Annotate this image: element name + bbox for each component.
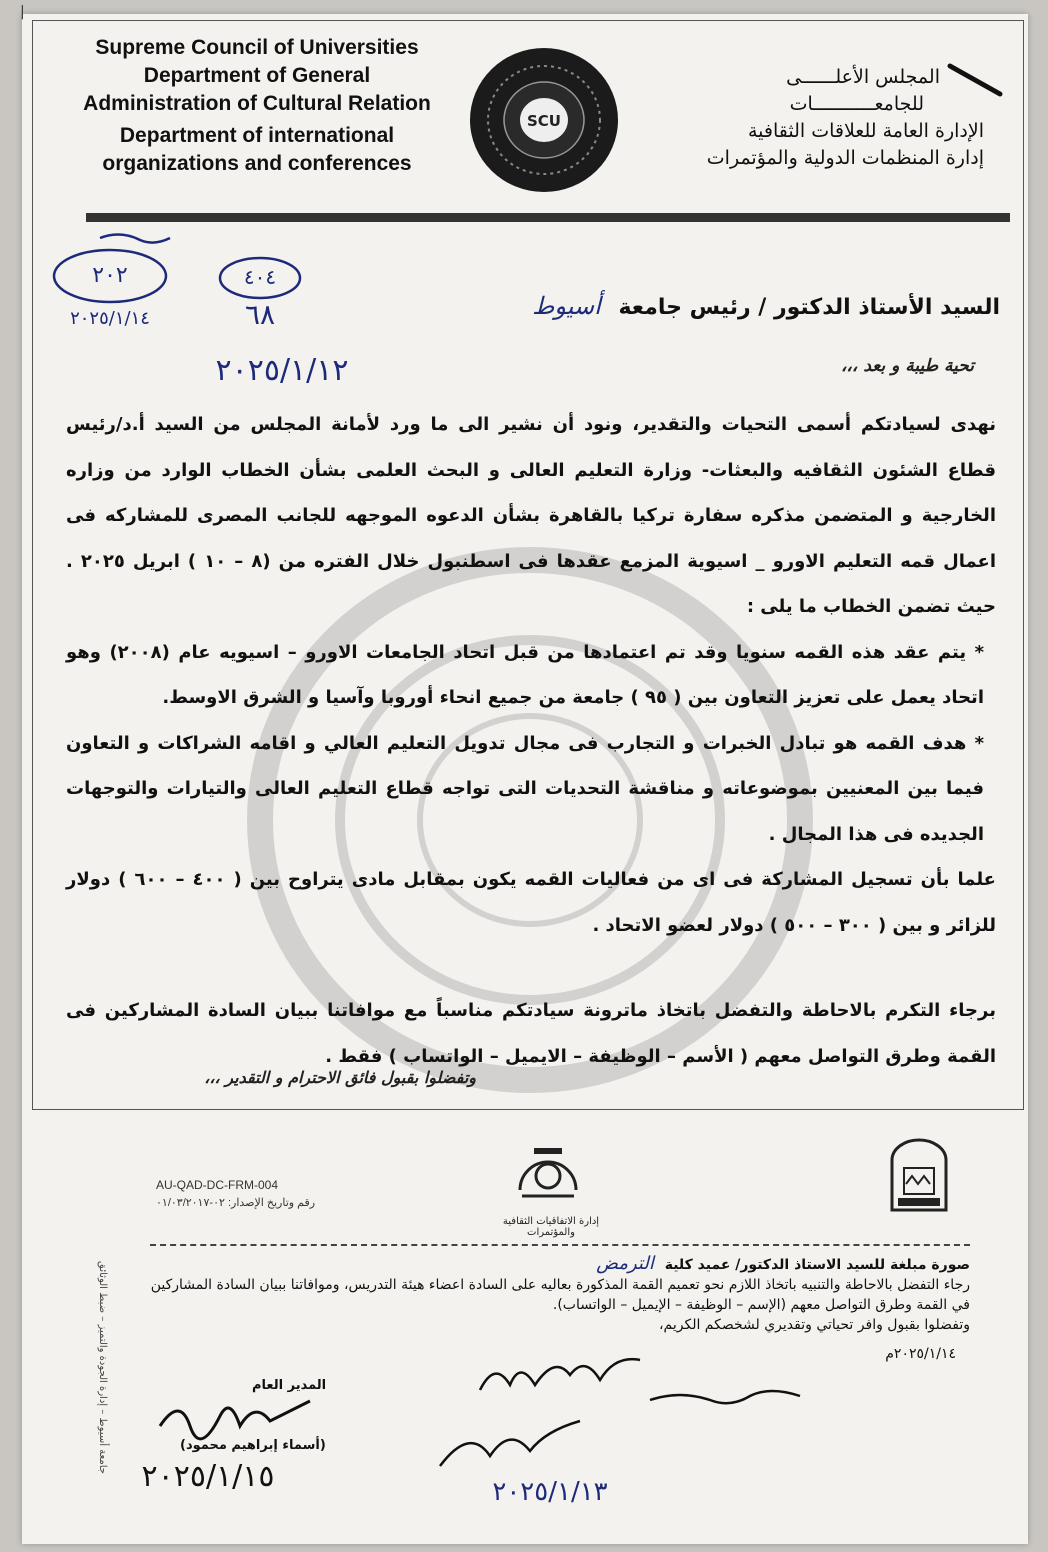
scu-logo-icon	[466, 44, 622, 194]
letter-body	[66, 402, 996, 1079]
cultural-agreements-emblem-icon	[512, 1140, 584, 1204]
form-divider	[150, 1244, 970, 1246]
paragraph-request: برجاء التكرم بالاحاطة والتفضل باتخاذ ماترونة سيادتكم مناسباً مع موافاتنا ببيان السادة المشاركين فى القمة وطرق التواصل معهم ( الأسم – الوظيفة – الايميل – الواتساب ) فقط .	[66, 1000, 996, 1067]
reviewer-signature-icon	[470, 1340, 650, 1410]
letterhead-ar-line: المجلس الأعلــــــى	[786, 66, 940, 88]
handwritten-incoming-mark	[186, 250, 376, 400]
copy-to-line	[150, 1254, 970, 1275]
letterhead-en-line: Administration of Cultural Relation	[83, 92, 431, 115]
director-signature-icon	[150, 1386, 350, 1446]
copy-to-text: صورة مبلغة للسيد الاستاذ الدكتور/ عميد كلية	[664, 1257, 970, 1273]
copy-close: وتفضلوا بقبول وافر تحياتي وتقديري لشخصكم الكريم،	[659, 1317, 970, 1333]
paragraph-fees: علما بأن تسجيل المشاركة فى اى من فعاليات القمه يكون بمقابل مادى يتراوح بين ( ٤٠٠ – ٦٠٠ ) دولار للزائر و بين ( ٣٠٠ – ٥٠٠ ) دولار لعضو الاتحاد .	[66, 869, 996, 936]
hand-date: ٢٠٢٥/١/١٢	[215, 353, 349, 388]
form-code-block	[156, 1176, 315, 1212]
assiut-university-emblem-icon	[888, 1138, 950, 1214]
hand-number: ٢٠٢	[92, 263, 128, 288]
header-rule	[86, 213, 1010, 222]
handwritten-bottom-date	[108, 1448, 308, 1498]
form-issue: رقم وتاريخ الإصدار: ٠٢-٠١/٠٣/٢٠١٧	[156, 1197, 316, 1209]
form-code: AU-QAD-DC-FRM-004	[156, 1178, 279, 1192]
letterhead-en-line: organizations and conferences	[102, 152, 412, 175]
copy-notice	[150, 1254, 970, 1335]
director-general-title: المدير العام	[252, 1378, 327, 1393]
letterhead-en-line: Department of General	[143, 64, 371, 87]
bullet-point: * يتم عقد هذه القمه سنويا وقد تم اعتمادها من قبل اتحاد الجامعات الاورو – اسيويه عام (٢٠٠٨) وهو اتحاد يعمل على تعزيز التعاون بين ( ٩٥ ) جامعة من جميع انحاء أوروبا وآسيا و الشرق الاوسط.	[66, 641, 984, 708]
copy-body: رجاء التفضل بالاحاطة والتنبيه باتخاذ اللازم نحو تعميم القمة المذكورة بعاليه على السادة اعضاء هيئة التدريس، وموافاتنا ببيان السادة المشاركين في القمة وطرق التواصل معهم (الإسم – الوظيفة – الإيميل – الواتساب).	[150, 1277, 970, 1313]
hand-date: ٢٠٢٥/١/١٤	[70, 308, 150, 329]
english-letterhead	[72, 34, 442, 178]
addressee-line	[440, 292, 1000, 320]
staff-signature-icon	[640, 1380, 810, 1420]
form-date: ٢٠٢٥/١/١٤م	[885, 1346, 956, 1362]
handwritten-mid-date	[450, 1462, 650, 1512]
arabic-letterhead	[654, 64, 984, 172]
hand-number: ٤٠٤	[243, 265, 277, 289]
letterhead-ar-line: إدارة المنظمات الدولية والمؤتمرات	[706, 147, 984, 169]
copy-to-handwritten: الترمض	[596, 1253, 654, 1274]
greeting: تحية طيبة و بعد ،،،	[840, 356, 974, 376]
addressee-text: السيد الأستاذ الدكتور / رئيس جامعة	[618, 295, 1000, 320]
letterhead-en-line: Department of international	[119, 124, 395, 147]
logo-text: SCU	[527, 112, 561, 130]
addressee-handwritten: أسيوط	[532, 292, 601, 320]
paragraph-intro: نهدى لسيادتكم أسمى التحيات والتقدير، ونود أن نشير الى ما ورد لأمانة المجلس من السيد أ.د/رئيس قطاع الشئون الثقافيه والبعثات- وزارة التعليم العالى و البحث العلمى بشأن الخطاب الوارد من وزاره الخارجية و المتضمن مذكره سفارة تركيا بالقاهرة بشأن الدعوه الموجهه للجانب المصرى للمشاركه فى اعمال قمه التعليم الاورو _ اسيوية المزمع عقدها فى اسطنبول خلال الفتره من (٨ – ١٠ ) ابريل ٢٠٢٥ . حيث تضمن الخطاب ما يلى :	[66, 414, 996, 617]
director-general-name: (أسماء إبراهيم محمود)	[180, 1438, 326, 1453]
letterhead-en-line: Supreme Council of Universities	[95, 36, 419, 59]
hand-number: ٦٨	[244, 298, 276, 331]
bullet-point: * هدف القمه هو تبادل الخبرات و التجارب فى مجال تدويل التعليم العالي و اقامه الشراكات و التعاون فيما بين المعنيين بموضوعاته و مناقشة التحديات التى تواجه قطاع التعليم العالى والتيارات والتوجهات الجديده فى هذا المجال .	[66, 732, 984, 845]
letterhead-ar-line: الإدارة العامة للعلاقات الثقافية	[747, 120, 984, 142]
handwritten-registration-mark	[40, 226, 190, 336]
corner-mark: |	[20, 4, 25, 20]
department-label: إدارة الاتفاقيات الثقافية والمؤتمرات	[502, 1216, 600, 1238]
hand-date: ٢٠٢٥/١/١٥	[141, 1459, 275, 1494]
closing-line: وتفضلوا بقبول فائق الاحترام و التقدير ،،،	[204, 1068, 476, 1087]
hand-date: ٢٠٢٥/١/١٣	[492, 1477, 608, 1507]
letterhead-ar-line: للجامعـــــــــــات	[789, 93, 924, 115]
side-note: جامعة أسيوط – إدارة الجودة والتميز – ضبط الوثائق	[97, 1261, 108, 1474]
